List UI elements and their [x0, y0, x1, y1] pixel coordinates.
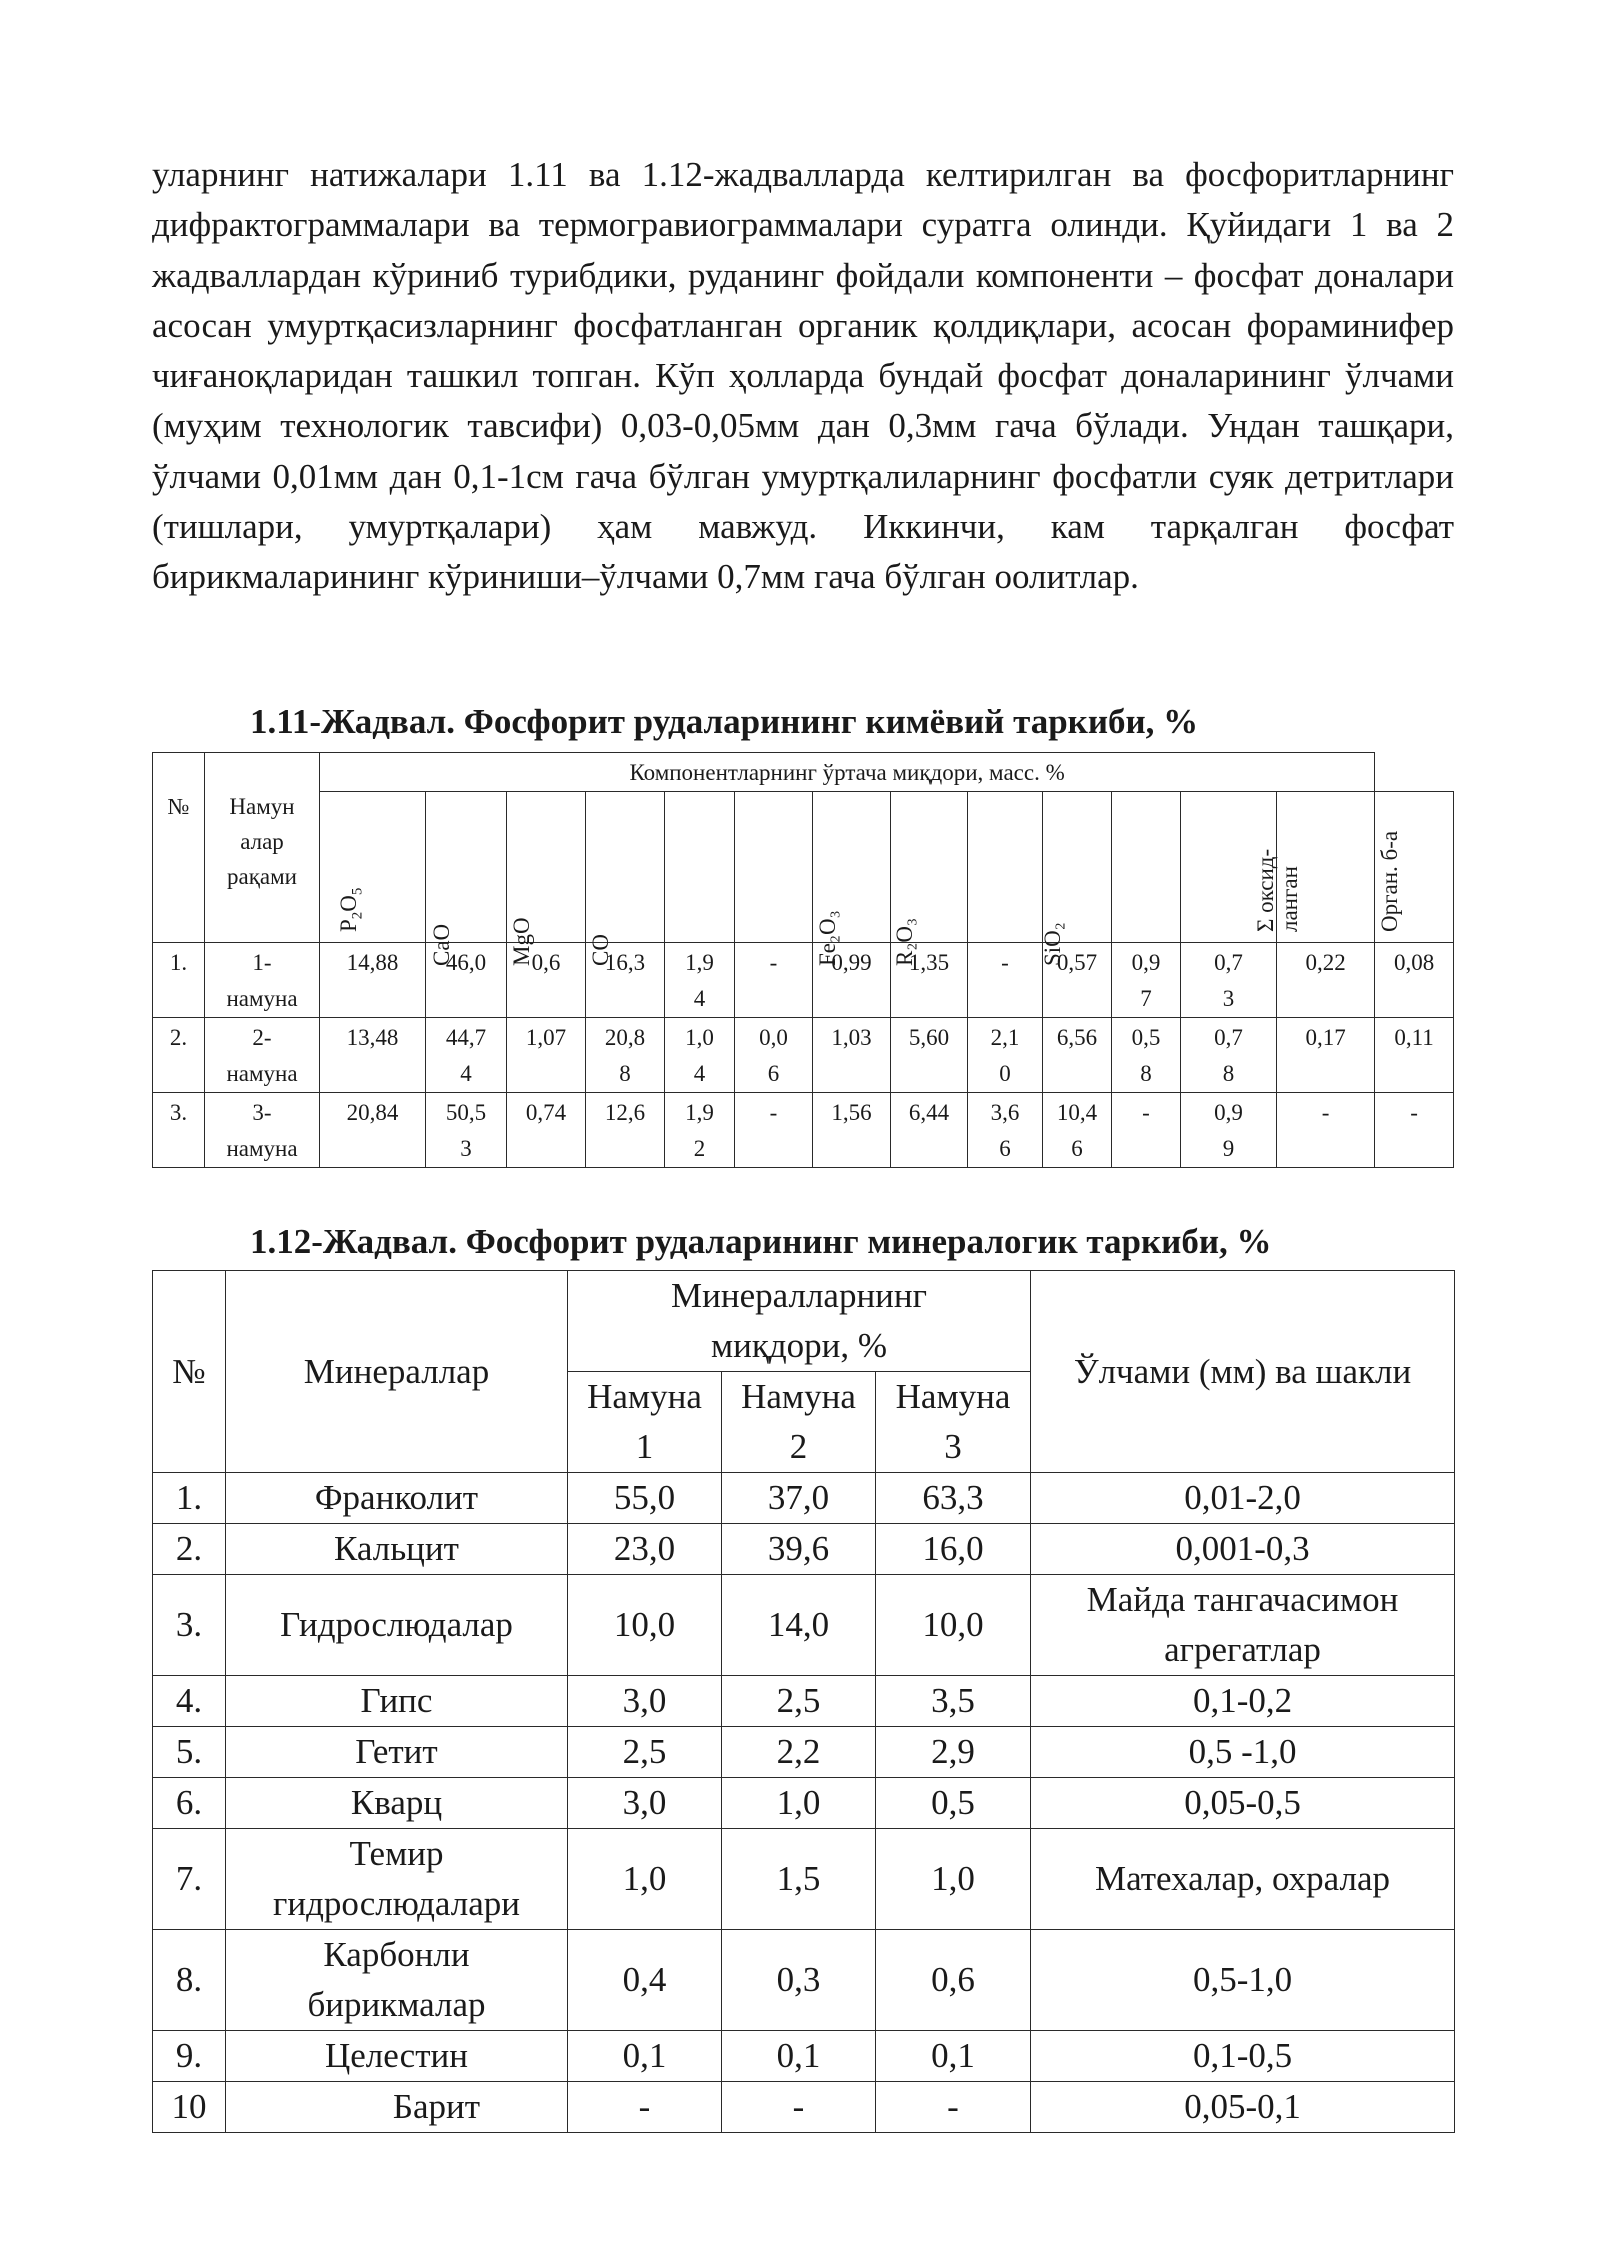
header-col-organic [1375, 792, 1454, 943]
organic-label: Орган. б-а [1377, 830, 1403, 932]
sample-3-value: 3,5 [876, 1676, 1031, 1727]
component-value: 1,9 2 [665, 1093, 735, 1168]
mineral-name: Гипс [226, 1676, 568, 1727]
component-value: 1,35 [891, 943, 968, 1018]
p2o5-label-sub1: 2 [349, 911, 366, 920]
component-value: 44,7 4 [426, 1018, 507, 1093]
component-value: 5,60 [891, 1018, 968, 1093]
component-value: 1,07 [507, 1018, 586, 1093]
component-value: 0,5 8 [1112, 1018, 1181, 1093]
size-shape: 0,05-0,5 [1031, 1778, 1455, 1829]
size-shape: 0,5 -1,0 [1031, 1727, 1455, 1778]
component-value: 1,56 [813, 1093, 891, 1168]
sio2-label: SiO₂ [1040, 922, 1065, 966]
component-value: 1,03 [813, 1018, 891, 1093]
header-col-blank-2 [735, 792, 813, 943]
mineral-composition-table [152, 1270, 1455, 2133]
mineral-name: Гетит [226, 1727, 568, 1778]
table-row [153, 1930, 1455, 2031]
table-row [153, 1829, 1455, 1930]
header-col-blank-4 [1112, 792, 1181, 943]
sum-oxidized-label: Σ оксид- ланган [1252, 848, 1302, 932]
size-shape: 0,1-0,2 [1031, 1676, 1455, 1727]
component-value: 0,08 [1375, 943, 1454, 1018]
component-value: 1,9 4 [665, 943, 735, 1018]
component-value: - [1277, 1093, 1375, 1168]
header-col-blank-3 [968, 792, 1043, 943]
component-value: 0,9 7 [1112, 943, 1181, 1018]
size-shape: 0,001-0,3 [1031, 1524, 1455, 1575]
table-row [153, 1018, 1454, 1093]
sample-3-value: 10,0 [876, 1575, 1031, 1676]
co2-label: CO [588, 934, 613, 966]
size-shape: 0,5-1,0 [1031, 1930, 1455, 2031]
mineral-name: Темир гидрослюдалари [226, 1829, 568, 1930]
sample-name: 1- намуна [205, 943, 320, 1018]
fe2o3-label: Fe₂O₃ [814, 910, 840, 966]
component-value: 0,6 [507, 943, 586, 1018]
p2o5-label-p: P [335, 919, 361, 932]
row-number: 6. [153, 1778, 226, 1829]
row-number: 7. [153, 1829, 226, 1930]
component-value: 50,5 3 [426, 1093, 507, 1168]
component-value: 12,6 [586, 1093, 665, 1168]
header-sample-3: Намуна 3 [876, 1372, 1031, 1473]
sample-2-value: 0,1 [722, 2031, 876, 2082]
header-no: № [153, 753, 205, 943]
component-value: 0,57 [1043, 943, 1112, 1018]
sample-1-value: 1,0 [568, 1829, 722, 1930]
sample-3-value: 0,1 [876, 2031, 1031, 2082]
sample-2-value: 14,0 [722, 1575, 876, 1676]
component-value: - [735, 943, 813, 1018]
sample-2-value: 37,0 [722, 1473, 876, 1524]
component-value: 6,56 [1043, 1018, 1112, 1093]
mineral-name: Кальцит [226, 1524, 568, 1575]
sample-2-value: - [722, 2082, 876, 2133]
mineral-name: Гидрослюдалар [226, 1575, 568, 1676]
table1-caption: 1.11-Жадвал. Фосфорит рудаларининг кимёвий таркиби, % [250, 702, 1199, 741]
mineral-name: Карбонли бирикмалар [226, 1930, 568, 2031]
sample-3-value: 1,0 [876, 1829, 1031, 1930]
header-no: № [153, 1271, 226, 1473]
body-paragraph: уларнинг натижалари 1.11 ва 1.12-жадвалларда келтирилган ва фосфоритларнинг дифрактограммалари ва термогравиограммалари суратга олинди. Қуйидаги 1 ва 2 жадваллардан кўриниб турибдики, руданинг фойдали компоненти – фосфат доналари асосан умуртқасизларнинг фосфатланган органик қолдиқлари, асосан фораминифер чиғаноқларидан ташкил топган. Кўп ҳолларда бундай фосфат доналарининг ўлчами (муҳим технологик тавсифи) 0,03-0,05мм дан 0,3мм гача бўлади. Ундан ташқари, ўлчами 0,01мм дан 0,1-1см гача бўлган умуртқалиларнинг фосфатли суяк детритлари (тишлари, умуртқалари) ҳам мавжуд. Иккинчи, кам тарқалган фосфат бирикмаларининг кўриниши–ўлчами 0,7мм гача бўлган оолитлар. [152, 155, 1454, 597]
component-value: - [968, 943, 1043, 1018]
mineral-name: Целестин [226, 2031, 568, 2082]
sample-1-value: 3,0 [568, 1676, 722, 1727]
component-value: 20,84 [320, 1093, 426, 1168]
sample-2-value: 39,6 [722, 1524, 876, 1575]
component-value: 0,9 9 [1181, 1093, 1277, 1168]
sample-1-value: 0,1 [568, 2031, 722, 2082]
component-value: 0,17 [1277, 1018, 1375, 1093]
component-value: 0,11 [1375, 1018, 1454, 1093]
component-value: 20,8 8 [586, 1018, 665, 1093]
component-value: 13,48 [320, 1018, 426, 1093]
header-components-row [153, 792, 1454, 943]
table-row [153, 1778, 1455, 1829]
sample-1-value: 55,0 [568, 1473, 722, 1524]
component-value: 16,3 [586, 943, 665, 1018]
component-value: 0,7 8 [1181, 1018, 1277, 1093]
component-value: 2,1 0 [968, 1018, 1043, 1093]
sample-3-value: 2,9 [876, 1727, 1031, 1778]
r2o3-label: R₂O₃ [892, 918, 917, 966]
table-row [153, 1093, 1454, 1168]
component-value: 6,44 [891, 1093, 968, 1168]
component-value: - [1375, 1093, 1454, 1168]
sample-3-value: 63,3 [876, 1473, 1031, 1524]
table-row [153, 1473, 1455, 1524]
row-number: 4. [153, 1676, 226, 1727]
sample-1-value: 2,5 [568, 1727, 722, 1778]
row-number: 1. [153, 1473, 226, 1524]
table-row [153, 1676, 1455, 1727]
component-value: 3,6 6 [968, 1093, 1043, 1168]
header-components: Компонентларнинг ўртача миқдори, масс. % [320, 753, 1375, 792]
component-value: - [735, 1093, 813, 1168]
table2-caption: 1.12-Жадвал. Фосфорит рудаларининг минералогик таркиби, % [250, 1222, 1272, 1261]
mineral-name: Кварц [226, 1778, 568, 1829]
header-minerals: Минераллар [226, 1271, 568, 1473]
sample-2-value: 2,5 [722, 1676, 876, 1727]
row-number: 2. [153, 1018, 205, 1093]
component-value: 46,0 [426, 943, 507, 1018]
component-value: 1,0 4 [665, 1018, 735, 1093]
component-value: 0,0 6 [735, 1018, 813, 1093]
p2o5-label-o: O [335, 895, 361, 912]
sample-2-value: 2,2 [722, 1727, 876, 1778]
header-sample-2: Намуна 2 [722, 1372, 876, 1473]
sample-3-value: - [876, 2082, 1031, 2133]
row-number: 3. [153, 1093, 205, 1168]
header-size-shape: Ўлчами (мм) ва шакли [1031, 1271, 1455, 1473]
row-number: 10 [153, 2082, 226, 2133]
chemical-composition-table [152, 752, 1454, 1168]
row-number: 3. [153, 1575, 226, 1676]
component-value: 0,22 [1277, 943, 1375, 1018]
sample-2-value: 0,3 [722, 1930, 876, 2031]
table-row [153, 1524, 1455, 1575]
component-value: - [1112, 1093, 1181, 1168]
sample-3-value: 0,5 [876, 1778, 1031, 1829]
size-shape: 0,1-0,5 [1031, 2031, 1455, 2082]
sample-1-value: 0,4 [568, 1930, 722, 2031]
row-number: 2. [153, 1524, 226, 1575]
component-value: 0,7 3 [1181, 943, 1277, 1018]
sample-1-value: 23,0 [568, 1524, 722, 1575]
row-number: 9. [153, 2031, 226, 2082]
table-row [153, 2082, 1455, 2133]
size-shape: 0,05-0,1 [1031, 2082, 1455, 2133]
size-shape: 0,01-2,0 [1031, 1473, 1455, 1524]
size-shape: Майда тангачасимон агрегатлар [1031, 1575, 1455, 1676]
table-row [153, 2031, 1455, 2082]
header-amount: Минералларнинг миқдори, % [568, 1271, 1031, 1372]
row-number: 1. [153, 943, 205, 1018]
header-col-sum-oxidized [1252, 792, 1375, 943]
sample-1-value: 10,0 [568, 1575, 722, 1676]
component-value: 10,4 6 [1043, 1093, 1112, 1168]
table-row [153, 1575, 1455, 1676]
table-row [153, 1727, 1455, 1778]
component-value: 14,88 [320, 943, 426, 1018]
sample-name: 2- намуна [205, 1018, 320, 1093]
cao-label: CaO [429, 923, 454, 966]
sample-2-value: 1,5 [722, 1829, 876, 1930]
mineral-name: Барит [226, 2082, 568, 2133]
mineral-name: Франколит [226, 1473, 568, 1524]
header-sample-1: Намуна 1 [568, 1372, 722, 1473]
header-sample-number: Намун алар рақами [205, 753, 320, 943]
sample-3-value: 16,0 [876, 1524, 1031, 1575]
p2o5-label-sub2: 5 [349, 887, 366, 896]
header-col-p2o5 [320, 792, 426, 943]
header-col-blank-1 [665, 792, 735, 943]
sample-3-value: 0,6 [876, 1930, 1031, 2031]
mgo-label: MgO [509, 917, 534, 966]
table-row [153, 943, 1454, 1018]
sample-name: 3- намуна [205, 1093, 320, 1168]
row-number: 8. [153, 1930, 226, 2031]
component-value: 0,99 [813, 943, 891, 1018]
sample-1-value: - [568, 2082, 722, 2133]
sample-2-value: 1,0 [722, 1778, 876, 1829]
size-shape: Матехалар, охралар [1031, 1829, 1455, 1930]
row-number: 5. [153, 1727, 226, 1778]
component-value: 0,74 [507, 1093, 586, 1168]
sample-1-value: 3,0 [568, 1778, 722, 1829]
